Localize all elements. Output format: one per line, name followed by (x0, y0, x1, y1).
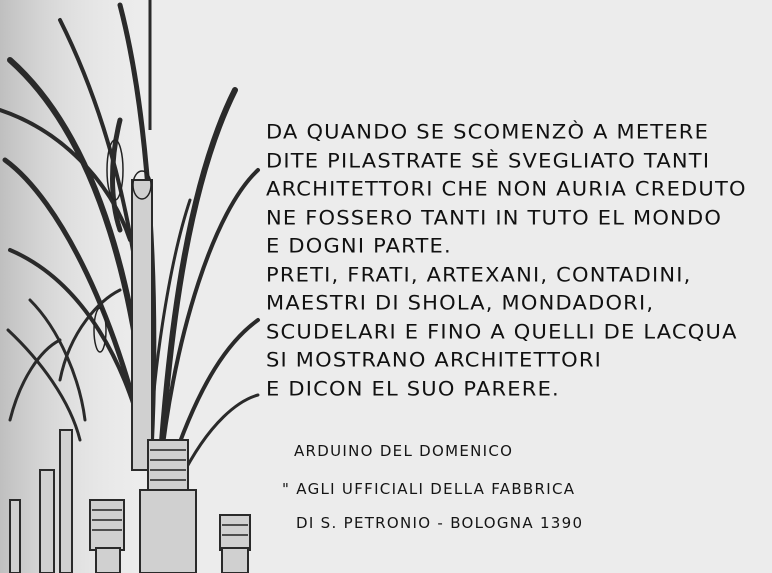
poem-line: E DICON EL SUO PARERE. (266, 377, 560, 400)
poem-line: E DOGNI PARTE. (266, 234, 452, 258)
poem-line: PRETI, FRATI, ARTEXANI, CONTADINI, (266, 263, 692, 286)
poem-line: DA QUANDO SE SCOMENZÒ A METERE (266, 120, 710, 144)
poem-line: DITE PILASTRATE SÈ SVEGLIATO TANTI (266, 149, 711, 172)
poem-line: MAESTRI DI SHOLA, MONDADORI, (266, 291, 655, 315)
poem-line: ARCHITETTORI CHE NON AURIA CREDUTO (266, 177, 747, 201)
recipient-line: " AGLI UFFICIALI DELLA FABBRICA (282, 480, 576, 498)
cathedral-columns-illustration (0, 0, 262, 573)
poem-line: NE FOSSERO TANTI IN TUTO EL MONDO (266, 206, 723, 229)
poem-text (266, 118, 756, 403)
author-name: ARDUINO DEL DOMENICO (294, 442, 514, 460)
poem-line: SI MOSTRANO ARCHITETTORI (266, 348, 603, 372)
poem-line: SCUDELARI E FINO A QUELLI DE LACQUA (266, 320, 738, 343)
place-date-line: DI S. PETRONIO - BOLOGNA 1390 (296, 514, 584, 532)
